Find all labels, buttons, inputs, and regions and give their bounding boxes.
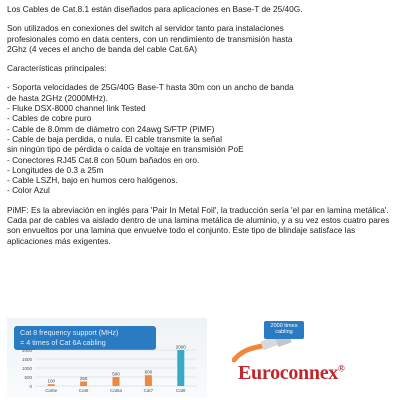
registered-mark: ® (337, 363, 345, 374)
bar-value-label: 500 (112, 371, 120, 377)
intro-paragraph: Los Cables de Cat.8.1 están diseñados para aplicaciones en Base-T de 25/40G. (7, 4, 303, 14)
y-tick-label: 1000 (21, 366, 32, 371)
bar-cat6 (80, 382, 87, 387)
euroconnex-logo (238, 362, 344, 385)
document-body (7, 4, 395, 246)
feature-item: - Cable de baja perdida, o nula. El cable transmite la señal sin ningún tipo de pérdida o caída de voltaje en transmisión PoE (7, 133, 244, 155)
x-tick-label: Cat6 (78, 388, 89, 393)
x-tick-label: Cat6a (109, 388, 123, 393)
frequency-bar-chart (7, 318, 207, 398)
usage-paragraph: Son utilizados en conexiones del switch al servidor tanto para instalaciones profesionales como en data centers, con un rendimiento de transmisión hasta 2Ghz (4 veces el ancho de banda del cable Cat.6A) (7, 23, 293, 54)
callout-line-2: = 4 times of Cat 6A cabling (20, 338, 106, 347)
bar-cat5e (48, 384, 55, 386)
y-tick-label: 500 (24, 375, 32, 380)
bar-value-label: 2000 (175, 344, 186, 350)
feature-item: - Longitudes de 0.3 a 25m (7, 164, 104, 175)
bar-cat6a (113, 377, 120, 386)
feature-item: - Soporta velocidades de 25G/40G Base-T hasta 30m con un ancho de banda de hasta 2GHz (2000MHz). (7, 82, 294, 103)
bar-cat7 (145, 375, 152, 386)
callout-line-1: Cat 8 frequency support (MHz) (20, 328, 119, 337)
y-tick-label: 1500 (21, 357, 32, 362)
features-heading: Características principales: (7, 63, 107, 74)
brand-name: Euroconnex (238, 362, 338, 384)
y-tick-label: 0 (29, 384, 32, 389)
feature-item: - Cable de 8.0mm de diámetro con 24awg S/FTP (PiMF) (7, 123, 215, 134)
feature-item: - Cables de cobre puro (7, 113, 92, 124)
x-tick-label: Cat8 (176, 388, 186, 393)
bar-value-label: 250 (79, 376, 88, 381)
frequency-badge: 2000 times cabling (264, 321, 304, 339)
feature-item: - Fluke DSX-8000 channel link Tested (7, 103, 146, 114)
features-list (7, 82, 395, 195)
feature-item: - Color Azul (7, 185, 50, 196)
y-tick-label: 2000 (21, 348, 32, 353)
chart-labels (22, 345, 186, 394)
bar-cat8 (177, 350, 184, 386)
x-tick-label: Cat7 (143, 388, 154, 393)
pimf-paragraph: PiMF: Es la abreviación en inglés para 'Pair In Metal Foil', la traducción sería 'el par en lamina metálica'. Cada par de cables va aislado dentro de una lamina metálica de aluminio, y a su vez estos cuatro pares son envueltos por una lamina que envuelve todo el conjunto. Este tipo de blindaje satisface las aplicaciones más exigentes. (7, 204, 390, 246)
feature-item: - Cable LSZH, bajo en humos cero halógenos. (7, 175, 178, 186)
x-tick-label: Cat5e (45, 388, 58, 393)
bar-value-label: 100 (47, 378, 55, 384)
feature-item: - Conectores RJ45 Cat.8 con 50um bañados en oro. (7, 154, 200, 165)
bar-value-label: 600 (144, 369, 153, 375)
